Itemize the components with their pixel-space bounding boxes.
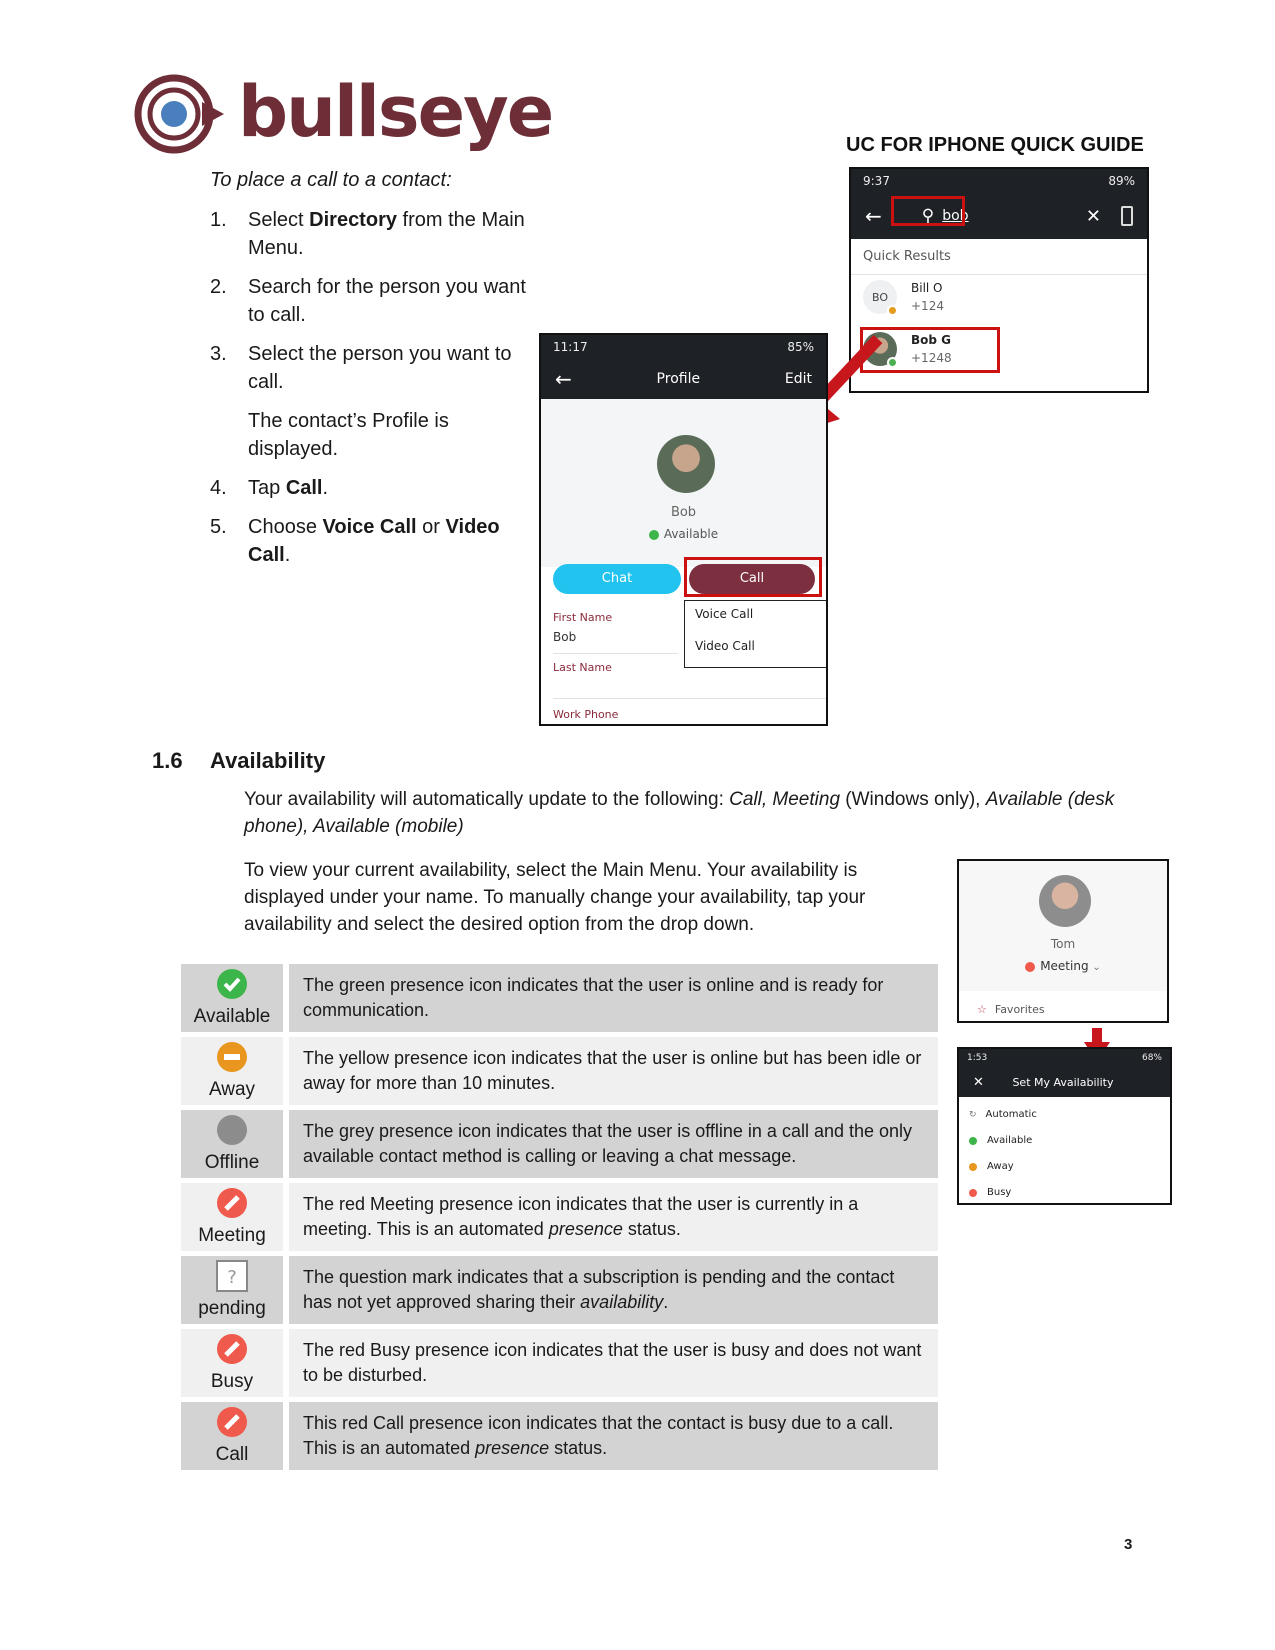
refresh-icon: ↻ [969,1109,977,1120]
availability-toolbar [959,1067,1170,1097]
avatar [1039,875,1091,927]
availability-paragraph-2: To view your current availability, select the Main Menu. Your availability is displayed under your name. To manually change your availability, tap your availability and select the desired option from the drop down. [244,860,866,935]
description-text: status. [549,1438,608,1458]
step-1 [210,206,540,262]
result-row[interactable] [863,279,944,315]
step-text: or [416,516,446,538]
first-name-label: First Name [553,611,613,624]
presence-label: Call [215,1444,249,1465]
divider [553,653,678,654]
divider [553,698,826,699]
presence-cell [181,1329,283,1397]
presence-cell [181,1183,283,1251]
available-status-icon [649,530,659,540]
availability-dropdown[interactable] [959,959,1167,973]
offline-icon [216,1114,248,1146]
svg-text:?: ? [227,1267,237,1288]
description-emphasis: presence [548,1219,623,1239]
status-battery: 89% [1108,174,1135,188]
step-text: . [322,477,329,499]
status-battery: 68% [1141,1053,1162,1063]
presence-description: The yellow presence icon indicates that the user is online but has been idle or away for more than 10 minutes. [289,1037,938,1105]
guide-title: UC FOR IPHONE QUICK GUIDE [846,134,1144,156]
step-number: 4. [210,477,227,499]
available-status-icon [969,1137,977,1145]
quick-results-label: Quick Results [851,239,1147,275]
paragraph-emphasis: Available (desk phone), Available (mobile) [244,789,1115,837]
edit-button[interactable]: Edit [784,371,812,387]
status-battery: 85% [787,340,814,354]
presence-description [289,1183,938,1251]
favorites-menu-item[interactable] [977,1003,1045,1016]
set-availability-screenshot [957,1047,1172,1205]
call-icon [216,1406,248,1438]
profile-toolbar [541,359,826,399]
status-bar [541,335,826,359]
result-phone: +1248 [911,351,952,365]
contact-status [541,527,826,541]
availability-title: Set My Availability [1012,1075,1114,1089]
busy-status-icon [969,1189,977,1197]
step-4 [210,474,540,502]
paragraph-emphasis: Call, Meeting [729,789,841,810]
description-text: This red Call presence icon indicates that the contact is busy due to a call. This is an automated [303,1413,894,1458]
presence-label: Available [193,1006,271,1027]
call-highlight-box [684,557,822,597]
search-icon: ⚲ [921,206,935,226]
step-bold: Voice Call [322,516,417,538]
result-phone: +124 [911,299,944,313]
table-row [181,1110,938,1178]
presence-description [289,1256,938,1324]
table-row [181,1402,938,1470]
work-phone-label: Work Phone [553,708,619,721]
step-text: Select [248,209,310,231]
step-bold: Call [285,477,323,499]
status-bar [959,1049,1170,1067]
bullseye-logo-icon [132,72,232,156]
first-name-value: Bob [553,630,577,644]
presence-label: Busy [210,1371,254,1392]
option-automatic[interactable] [969,1109,1037,1120]
search-input[interactable]: bob [942,208,969,224]
step-3 [210,340,540,396]
description-text: The red Meeting presence icon indicates that the user is currently in a meeting. This is an automated [303,1194,859,1239]
status-time: 9:37 [863,174,890,188]
step-number: 2. [210,276,227,298]
away-status-icon [969,1163,977,1171]
question-icon [216,1260,248,1292]
presence-description: The grey presence icon indicates that the user is offline in a call and the only available contact method is calling or leaving a chat message. [289,1110,938,1178]
avatar-initials: BO [871,290,888,304]
status-bar [851,169,1147,193]
step-5 [210,513,510,569]
presence-label: Meeting [198,1225,266,1246]
check-icon [216,968,248,1000]
section-title: Availability [210,748,326,773]
paragraph-text: Your availability will automatically update to the following: [244,789,730,810]
section-number: 1.6 [152,748,183,773]
option-away[interactable] [969,1161,1014,1172]
page-number: 3 [1124,1536,1133,1553]
table-row [181,1183,938,1251]
avatar [863,280,897,314]
video-call-option[interactable]: Video Call [695,639,755,653]
presence-cell [181,1256,283,1324]
option-label: Automatic [985,1109,1037,1120]
description-emphasis: presence [475,1438,550,1458]
chat-button[interactable]: Chat [553,564,681,594]
presence-label: Offline [204,1152,260,1173]
presence-label: pending [198,1298,266,1319]
step-number: 5. [210,516,227,538]
option-label: Busy [987,1187,1012,1198]
presence-cell [181,1037,283,1105]
presence-description: The red Busy presence icon indicates that the user is busy and does not want to be disturbed. [289,1329,938,1397]
user-name: Tom [1050,937,1076,951]
table-row [181,1329,938,1397]
close-icon[interactable]: ✕ [1085,205,1101,227]
close-icon[interactable]: ✕ [973,1074,984,1090]
description-text: The question mark indicates that a subscription is pending and the contact has not yet approved sharing their [303,1267,895,1312]
busy-icon [216,1333,248,1365]
status-time: 1:53 [967,1053,988,1063]
option-label: Available [987,1135,1033,1146]
presence-cell [181,1110,283,1178]
favorites-label: Favorites [994,1003,1045,1016]
option-busy[interactable] [969,1187,1011,1198]
profile-title: Profile [656,371,701,387]
back-arrow-icon[interactable]: ← [555,367,572,391]
presence-description: The green presence icon indicates that the user is online and is ready for communication. [289,964,938,1032]
availability-paragraph-1 [244,786,1144,840]
step-number: 1. [210,209,227,231]
search-highlight-box [891,196,965,226]
contact-profile-screenshot [539,333,828,726]
step-text: . [284,544,291,566]
option-label: Away [987,1161,1014,1172]
call-options-menu [684,600,828,668]
step-text: Select the person you want to call. [248,343,512,393]
step-text: Tap [248,477,286,499]
step-note: The contact’s Profile is displayed. [248,410,449,460]
chevron-down-icon: ⌄ [1092,962,1101,973]
table-row [181,964,938,1032]
away-status-icon [887,305,898,316]
voice-call-option[interactable]: Voice Call [695,607,754,621]
result-name: Bill O [911,281,943,295]
meeting-status-icon [1025,962,1035,972]
presence-table [181,964,938,1475]
back-arrow-icon[interactable]: ← [865,204,882,228]
presence-cell [181,1402,283,1470]
instructions-heading: To place a call to a contact: [210,169,452,191]
table-row [181,1037,938,1105]
call-button[interactable]: Call [689,564,815,594]
star-icon: ☆ [977,1003,987,1016]
directory-search-screenshot [849,167,1149,393]
status-label: Meeting [1040,959,1089,973]
call-instructions [210,166,540,580]
presence-description [289,1402,938,1470]
step-text: Search for the person you want to call. [248,276,526,326]
step-bold: Directory [309,209,397,231]
step-text: Choose [248,516,323,538]
avatar [657,435,715,493]
description-text: status. [622,1219,681,1239]
step-2 [210,273,540,329]
presence-cell [181,964,283,1032]
presence-label: Away [208,1079,256,1100]
status-label: Available [663,527,719,541]
option-available[interactable] [969,1135,1032,1146]
phone-device-icon[interactable] [1121,206,1133,226]
last-name-label: Last Name [553,661,612,674]
step-bold: Video Call [248,516,500,566]
description-text: . [663,1292,669,1312]
paragraph-text: (Windows only), [840,789,986,810]
main-menu-screenshot [957,859,1169,1023]
step-text: from the Main Menu. [248,209,525,259]
result-name: Bob G [911,333,952,347]
table-row [181,1256,938,1324]
description-emphasis: availability [580,1292,664,1312]
meeting-icon [216,1187,248,1219]
minus-icon [216,1041,248,1073]
contact-name: Bob [670,505,697,520]
step-number: 3. [210,343,227,365]
logo-wordmark: bullseye [238,71,553,153]
status-time: 11:17 [553,340,588,354]
